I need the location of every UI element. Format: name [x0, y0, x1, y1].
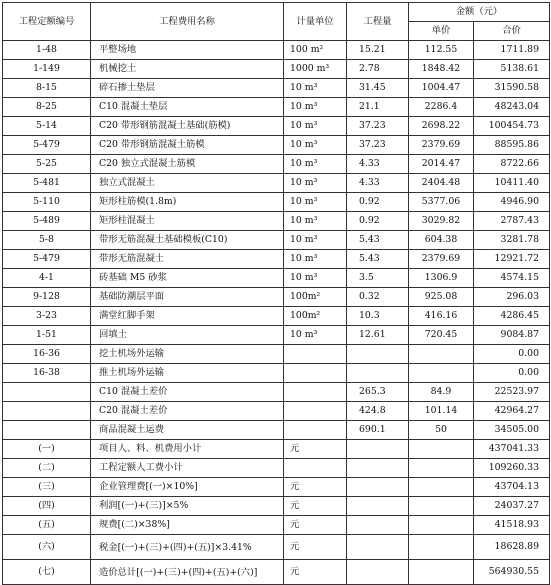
cell-total: 31590.58 [474, 79, 550, 98]
cell-unit-price: 112.55 [409, 41, 474, 60]
table-body [3, 41, 550, 585]
cell-unit: 1000 m³ [284, 60, 347, 79]
cell-quantity: 3.5 [347, 269, 409, 288]
cell-unit-price: 2698.22 [409, 117, 474, 136]
cell-total: 8722.66 [474, 155, 550, 174]
cell-unit: 10 m³ [284, 250, 347, 269]
cell-total: 48243.04 [474, 98, 550, 117]
table-row [3, 345, 550, 364]
cell-name: 挖土机场外运输 [91, 345, 284, 364]
table-row [3, 193, 550, 212]
cell-total: 0.00 [474, 364, 550, 383]
cell-total: 9084.87 [474, 326, 550, 345]
cell-quantity [347, 478, 409, 497]
table-row [3, 535, 550, 560]
cell-unit-price [409, 497, 474, 516]
cell-unit: 10 m³ [284, 326, 347, 345]
cell-code: (四) [3, 497, 91, 516]
cell-quantity: 5.43 [347, 250, 409, 269]
cell-unit-price [409, 478, 474, 497]
table-row [3, 560, 550, 585]
cell-quantity [347, 364, 409, 383]
cell-quantity: 690.1 [347, 421, 409, 440]
cell-name: 税金[(一)+(三)+(四)+(五)]×3.41% [91, 535, 284, 560]
cell-code: 1-149 [3, 60, 91, 79]
cell-unit: 10 m³ [284, 174, 347, 193]
cell-quantity: 37.23 [347, 117, 409, 136]
header-amount: 金额（元） [409, 3, 550, 22]
cell-code: 5-479 [3, 136, 91, 155]
cell-quantity [347, 535, 409, 560]
cell-unit: 元 [284, 516, 347, 535]
cell-unit-price [409, 345, 474, 364]
cell-name: 工程定额人工费小计 [91, 459, 284, 478]
cell-unit: 10 m³ [284, 117, 347, 136]
cell-unit [284, 459, 347, 478]
cell-name: C20 带形钢筋混凝土基础(筋模) [91, 117, 284, 136]
cell-total: 437041.33 [474, 440, 550, 459]
cell-quantity: 4.33 [347, 155, 409, 174]
cell-quantity: 10.3 [347, 307, 409, 326]
cell-unit-price: 2379.69 [409, 250, 474, 269]
cell-name: 企业管理费[(一)×10%] [91, 478, 284, 497]
cell-unit-price: 1306.9 [409, 269, 474, 288]
cell-name: 满堂红脚手架 [91, 307, 284, 326]
header-name: 工程费用名称 [91, 3, 284, 41]
cell-total: 4574.15 [474, 269, 550, 288]
cell-unit: 10 m³ [284, 231, 347, 250]
cell-unit-price: 84.9 [409, 383, 474, 402]
cell-unit: 元 [284, 535, 347, 560]
cell-unit: 10 m³ [284, 193, 347, 212]
table-row [3, 250, 550, 269]
cell-total: 564930.55 [474, 560, 550, 585]
cell-unit-price: 1004.47 [409, 79, 474, 98]
cell-quantity [347, 497, 409, 516]
cell-unit-price: 1848.42 [409, 60, 474, 79]
cell-code: (三) [3, 478, 91, 497]
cell-name: 机械挖土 [91, 60, 284, 79]
cell-unit-price: 3029.82 [409, 212, 474, 231]
cell-total: 18628.89 [474, 535, 550, 560]
cell-unit [284, 364, 347, 383]
cell-name: C10 混凝土垫层 [91, 98, 284, 117]
cell-code: (一) [3, 440, 91, 459]
cell-code: 3-23 [3, 307, 91, 326]
cell-code: 5-25 [3, 155, 91, 174]
cell-unit: 100m² [284, 307, 347, 326]
table-row [3, 326, 550, 345]
table-row [3, 212, 550, 231]
cell-total: 88595.86 [474, 136, 550, 155]
cell-code: 8-25 [3, 98, 91, 117]
cell-name: 项目人、料、机费用小计 [91, 440, 284, 459]
cell-quantity: 37.23 [347, 136, 409, 155]
cell-name: C10 混凝土差价 [91, 383, 284, 402]
cell-unit-price [409, 440, 474, 459]
cell-unit: 10 m³ [284, 136, 347, 155]
cell-code: 5-110 [3, 193, 91, 212]
cell-name: 商品混凝土运费 [91, 421, 284, 440]
cell-code: 9-128 [3, 288, 91, 307]
table-row [3, 421, 550, 440]
cell-code: 5-489 [3, 212, 91, 231]
cell-unit-price: 720.45 [409, 326, 474, 345]
header-quantity: 工程量 [347, 3, 409, 41]
cell-name: 平整场地 [91, 41, 284, 60]
cell-unit: 元 [284, 497, 347, 516]
cell-name: 砖基础 M5 砂浆 [91, 269, 284, 288]
cell-quantity: 424.8 [347, 402, 409, 421]
table-row [3, 117, 550, 136]
cell-code: (六) [3, 535, 91, 560]
cell-code: 16-36 [3, 345, 91, 364]
table-row [3, 136, 550, 155]
cell-total: 43704.13 [474, 478, 550, 497]
cell-unit-price: 50 [409, 421, 474, 440]
cell-code: 5-479 [3, 250, 91, 269]
cell-quantity: 2.78 [347, 60, 409, 79]
cell-total: 3281.78 [474, 231, 550, 250]
table-row [3, 459, 550, 478]
cell-name: 矩形柱筋模(1.8m) [91, 193, 284, 212]
cell-total: 41518.93 [474, 516, 550, 535]
cell-quantity [347, 516, 409, 535]
cell-name: 独立式混凝土 [91, 174, 284, 193]
cell-quantity [347, 345, 409, 364]
cell-total: 0.00 [474, 345, 550, 364]
cell-code: 1-51 [3, 326, 91, 345]
cell-code [3, 383, 91, 402]
cell-unit [284, 383, 347, 402]
cell-unit [284, 421, 347, 440]
cell-unit-price [409, 364, 474, 383]
cell-quantity [347, 440, 409, 459]
cell-quantity: 0.92 [347, 212, 409, 231]
cell-total: 109260.33 [474, 459, 550, 478]
cell-quantity: 12.61 [347, 326, 409, 345]
cell-total: 10411.40 [474, 174, 550, 193]
cell-name: 矩形柱混凝土 [91, 212, 284, 231]
cell-name: 利润[(一)+(三)]×5% [91, 497, 284, 516]
cell-unit: 元 [284, 478, 347, 497]
cell-total: 1711.89 [474, 41, 550, 60]
cell-quantity: 21.1 [347, 98, 409, 117]
cell-unit-price: 2379.69 [409, 136, 474, 155]
cell-total: 5138.61 [474, 60, 550, 79]
cell-total: 42964.27 [474, 402, 550, 421]
cell-unit-price [409, 535, 474, 560]
table-row [3, 98, 550, 117]
cell-unit-price: 5377.06 [409, 193, 474, 212]
cell-quantity: 5.43 [347, 231, 409, 250]
cell-unit-price: 416.16 [409, 307, 474, 326]
cell-unit-price: 925.08 [409, 288, 474, 307]
cell-unit [284, 402, 347, 421]
table-row [3, 383, 550, 402]
cell-unit: 10 m³ [284, 155, 347, 174]
cell-name: 碎石掺土垫层 [91, 79, 284, 98]
cell-total: 4286.45 [474, 307, 550, 326]
cell-unit: 10 m³ [284, 98, 347, 117]
cell-name: C20 带形钢筋混凝土筋模 [91, 136, 284, 155]
cell-quantity: 0.32 [347, 288, 409, 307]
cell-name: 基础防潮层平面 [91, 288, 284, 307]
cell-quantity: 15.21 [347, 41, 409, 60]
cell-unit: 元 [284, 440, 347, 459]
table-row [3, 174, 550, 193]
cell-name: 造价总计[(一)+(三)+(四)+(五)+(六)] [91, 560, 284, 585]
header-total: 合价 [474, 22, 550, 41]
table-row [3, 478, 550, 497]
table-row [3, 440, 550, 459]
cell-unit-price: 2404.48 [409, 174, 474, 193]
cell-code: (七) [3, 560, 91, 585]
table-row [3, 60, 550, 79]
cell-total: 296.03 [474, 288, 550, 307]
cell-unit: 100m² [284, 288, 347, 307]
cell-quantity: 0.92 [347, 193, 409, 212]
cell-code: 16-38 [3, 364, 91, 383]
table-row [3, 402, 550, 421]
cell-code [3, 402, 91, 421]
cell-unit-price: 604.38 [409, 231, 474, 250]
cell-total: 100454.73 [474, 117, 550, 136]
cell-unit-price [409, 459, 474, 478]
cell-unit: 10 m³ [284, 79, 347, 98]
cell-unit-price: 2014.47 [409, 155, 474, 174]
cell-unit [284, 345, 347, 364]
cell-unit: 10 m³ [284, 269, 347, 288]
cell-quantity [347, 459, 409, 478]
cell-name: 规费[(二)×38%] [91, 516, 284, 535]
cell-code: 5-8 [3, 231, 91, 250]
cell-total: 2787.43 [474, 212, 550, 231]
cell-unit-price: 101.14 [409, 402, 474, 421]
cell-quantity: 265.3 [347, 383, 409, 402]
cell-unit-price [409, 560, 474, 585]
table-row [3, 155, 550, 174]
cell-name: 带形无筋混凝土 [91, 250, 284, 269]
cell-unit-price: 2286.4 [409, 98, 474, 117]
table-row [3, 288, 550, 307]
cell-code: 5-481 [3, 174, 91, 193]
cell-total: 24037.27 [474, 497, 550, 516]
cell-total: 22523.97 [474, 383, 550, 402]
table-row [3, 307, 550, 326]
cell-quantity: 4.33 [347, 174, 409, 193]
table-row [3, 269, 550, 288]
cell-total: 4946.90 [474, 193, 550, 212]
table-row [3, 497, 550, 516]
cell-unit: 100 m² [284, 41, 347, 60]
cell-quantity: 31.45 [347, 79, 409, 98]
cell-code: 1-48 [3, 41, 91, 60]
cell-unit-price [409, 516, 474, 535]
cost-table [2, 2, 550, 585]
cell-code: 4-1 [3, 269, 91, 288]
cell-quantity [347, 560, 409, 585]
cell-code [3, 421, 91, 440]
header-unit-price: 单价 [409, 22, 474, 41]
header-code: 工程定额编号 [3, 3, 91, 41]
cell-code: 5-14 [3, 117, 91, 136]
table-row [3, 364, 550, 383]
cell-name: 回填土 [91, 326, 284, 345]
cell-total: 12921.72 [474, 250, 550, 269]
table-row [3, 516, 550, 535]
cell-total: 34505.00 [474, 421, 550, 440]
cell-code: (二) [3, 459, 91, 478]
table-row [3, 231, 550, 250]
cell-code: (五) [3, 516, 91, 535]
header-unit: 计量单位 [284, 3, 347, 41]
table-row [3, 79, 550, 98]
table-row [3, 41, 550, 60]
cell-name: 带形无筋混凝土基础模板(C10) [91, 231, 284, 250]
cell-name: C20 独立式混凝土筋模 [91, 155, 284, 174]
cell-unit: 10 m³ [284, 212, 347, 231]
cell-unit: 元 [284, 560, 347, 585]
cell-name: 推土机场外运输 [91, 364, 284, 383]
cell-name: C20 混凝土差价 [91, 402, 284, 421]
cell-code: 8-15 [3, 79, 91, 98]
